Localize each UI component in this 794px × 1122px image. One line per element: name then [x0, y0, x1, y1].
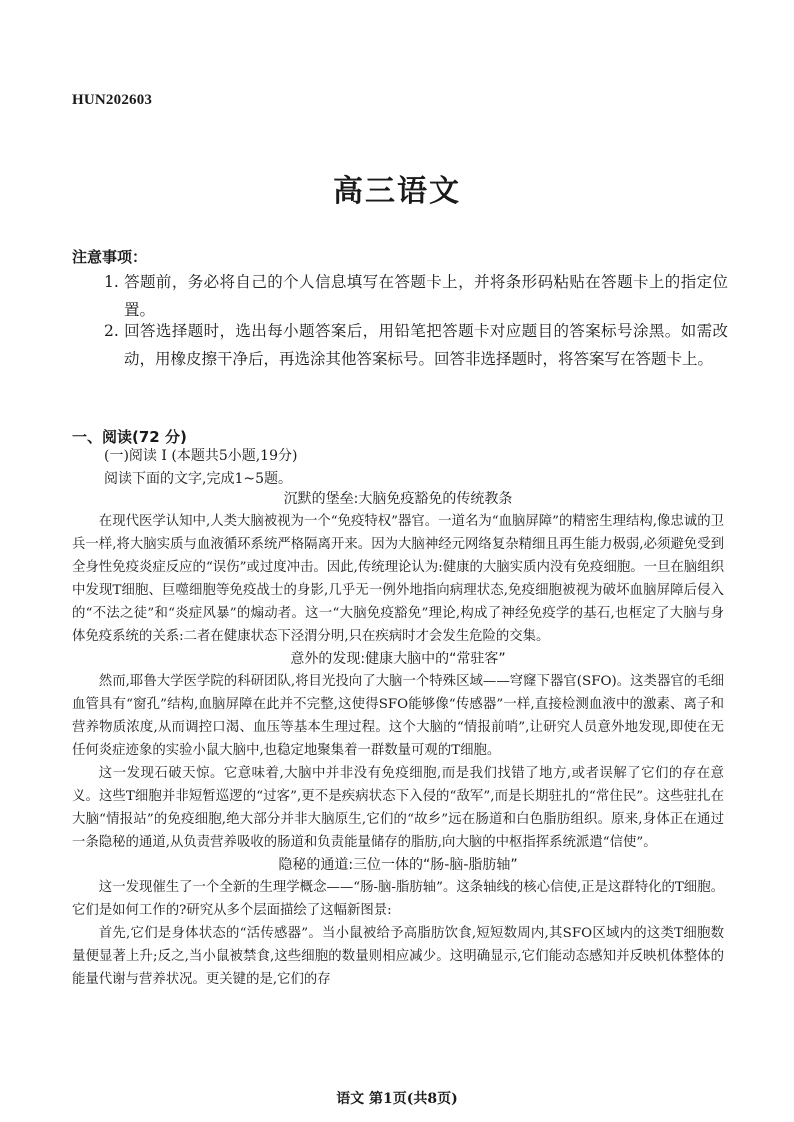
article-paragraph-2: 然而,耶鲁大学医学院的科研团队,将目光投向了大脑一个特殊区域——穹窿下器官(SFO)。这类器官的毛细血管具有“窗孔”结构,血脑屏障在此并不完整,这使得SFO能够像“传感器”一样,直接检测血液中的激素、离子和营养物质浓度,从而调控口渴、血压等基本生理过程。这个大脑的“情报前哨”,让研究人员意外地发现,即使在无任何炎症迹象的实验小鼠大脑中,也稳定地聚集着一群数量可观的T细胞。 — [72, 674, 724, 758]
notice-heading: 注意事项： — [72, 248, 148, 266]
page-title: 高三语文 — [333, 174, 461, 209]
article-paragraph-1: 在现代医学认知中,人类大脑被视为一个“免疫特权”器官。一道名为“血脑屏障”的精密生理结构,像忠诚的卫兵一样,将大脑实质与血液循环系统严格隔离开来。因为大脑神经元网络复杂精细且再生能力极弱,必须避免受到全身性免疫炎症反应的“误伤”或过度冲击。因此,传统理论认为:健康的大脑实质内没有免疫细胞。一旦在脑组织中发现T细胞、巨噬细胞等免疫战士的身影,几乎无一例外地指向病理状态,免疫细胞被视为破坏血脑屏障后侵入的“不法之徒”和“炎症风暴”的煽动者。这一“大脑免疫豁免”理论,构成了神经免疫学的基石,也框定了大脑与身体免疫系统的关系:二者在健康状态下泾渭分明,只在疾病时才会发生危险的交集。 — [72, 514, 724, 644]
article-paragraph-4: 这一发现催生了一个全新的生理学概念——“肠-脑-脂肪轴”。这条轴线的核心信使,正是这群特化的T细胞。它们是如何工作的?研究从多个层面描绘了这幅新图景: — [72, 880, 724, 918]
article-paragraph-5: 首先,它们是身体状态的“活传感器”。当小鼠被给予高脂肪饮食,短短数周内,其SFO区域内的这类T细胞数量便显著上升;反之,当小鼠被禁食,这些细胞的数量则相应减少。这明确显示,它们能动态感知并反映机体整体的能量代谢与营养状况。更关键的是,它们的存 — [72, 926, 724, 987]
notice-item-2: 2. 回答选择题时，选出每小题答案后，用铅笔把答题卡对应题目的答案标号涂黑。如需改动，用橡皮擦干净后，再选涂其他答案标号。回答非选择题时，将答案写在答题卡上。 — [104, 322, 728, 368]
section-subheading: (一)阅读 I (本题共5小题,19分) — [104, 448, 298, 464]
paper-code: HUN202603 — [72, 92, 153, 108]
article-heading-3: 隐秘的通道:三位一体的“肠-脑-脂肪轴” — [278, 857, 518, 873]
section-heading: 一、阅读(72 分) — [72, 428, 187, 446]
section-instruction: 阅读下面的文字,完成1~5题。 — [104, 471, 292, 487]
article-heading-2: 意外的发现:健康大脑中的“常驻客” — [290, 651, 506, 667]
notice-item-1: 1. 答题前，务必将自己的个人信息填写在答题卡上，并将条形码粘贴在答题卡上的指定位置。 — [104, 273, 728, 319]
article-paragraph-3: 这一发现石破天惊。它意味着,大脑中并非没有免疫细胞,而是我们找错了地方,或者误解了它们的存在意义。这些T细胞并非短暂巡逻的“过客”,更不是疾病状态下入侵的“敌军”,而是长期驻扎的“常住民”。这些驻扎在大脑“情报站”的免疫细胞,绝大部分并非大脑原生,它们的“故乡”远在肠道和白色脂肪组织。原来,身体正在通过一条隐秘的通道,从负责营养吸收的肠道和负责能量储存的脂肪,向大脑的中枢指挥系统派遣“信使”。 — [72, 766, 724, 850]
article-body — [72, 488, 724, 991]
article-heading-1: 沉默的堡垒:大脑免疫豁免的传统教条 — [283, 491, 513, 507]
page-footer: 语文 第1页(共8页) — [336, 1091, 458, 1107]
